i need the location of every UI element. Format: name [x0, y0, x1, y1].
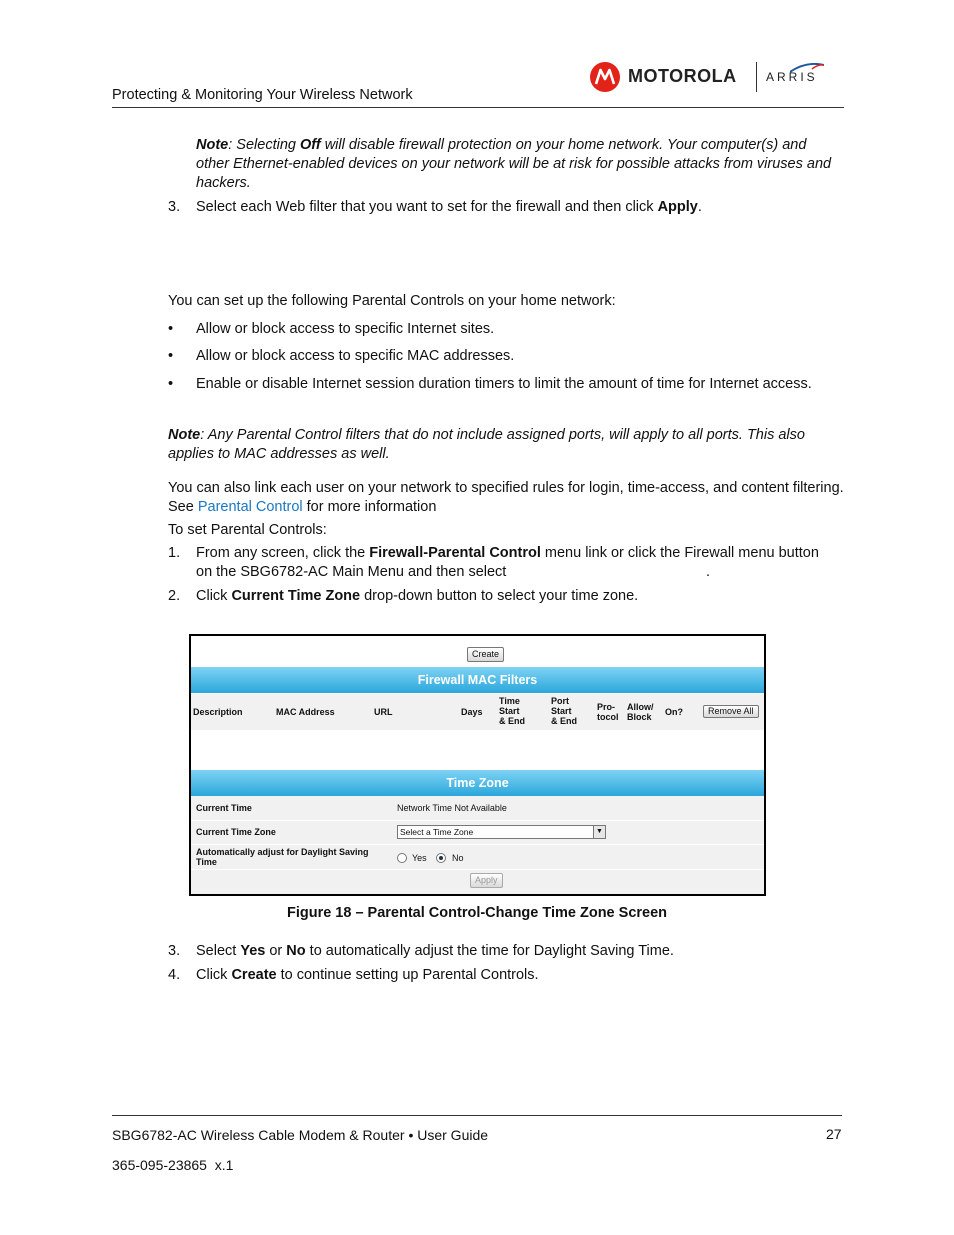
step-web-filter [196, 198, 846, 217]
col-protocol: Pro- tocol [597, 702, 619, 722]
time-zone-row [191, 821, 764, 845]
col-port: Port Start & End [551, 696, 577, 726]
step-number: 2. [168, 588, 181, 604]
step-number: 4. [168, 967, 181, 983]
motorola-logo-icon [590, 62, 620, 92]
step-text: Click [196, 967, 232, 983]
dst-row [191, 845, 764, 870]
step-bold: No [286, 943, 306, 959]
parental-control-link[interactable]: Parental Control [197, 499, 303, 515]
dst-no-label: No [452, 853, 464, 863]
apply-row [191, 870, 764, 895]
chevron-down-icon[interactable]: ▼ [593, 826, 605, 838]
bullet-icon: • [168, 348, 174, 364]
step-text: From any screen, click the [196, 545, 370, 561]
time-zone-select[interactable] [397, 825, 606, 839]
dst-no-radio[interactable] [436, 853, 446, 863]
note-label: Note [168, 427, 201, 443]
note-text: : Any Parental Control filters that do not include assigned ports, will apply to all ports. This also applies to MAC addresses as well. [168, 427, 805, 462]
step-text: Select each Web filter that you want to set for the firewall and then click [196, 199, 658, 215]
col-days: Days [461, 707, 483, 717]
step-text: Select [196, 943, 241, 959]
link-paragraph [168, 479, 848, 517]
col-allow-block: Allow/ Block [627, 702, 654, 722]
step-create [196, 966, 836, 985]
step-bold: Firewall-Parental Control [369, 545, 541, 561]
time-zone-label: Current Time Zone [196, 827, 276, 837]
col-mac-address: MAC Address [276, 707, 335, 717]
to-set-heading: To set Parental Controls: [168, 522, 327, 538]
step-number: 3. [168, 943, 181, 959]
note-text: will disable firewall protection on your home network. Your computer(s) and other Ethernet-enabled devices on your network will be at risk for possible attacks from viruses and hackers. [196, 137, 832, 191]
bullet-item: Enable or disable Internet session duration timers to limit the amount of time for Internet access. [196, 376, 812, 392]
col-url: URL [374, 707, 393, 717]
figure-caption: Figure 18 – Parental Control-Change Time Zone Screen [286, 905, 668, 921]
step-bold: Create [231, 967, 277, 983]
step-time-zone [196, 587, 836, 606]
current-time-value: Network Time Not Available [397, 803, 507, 813]
step-dst [196, 942, 836, 961]
dst-label: Automatically adjust for Daylight Saving Time [196, 847, 369, 867]
section-title: Protecting & Monitoring Your Wireless Network [112, 87, 413, 103]
note-label: Note [196, 137, 229, 153]
bullet-item: Allow or block access to specific Internet sites. [196, 321, 495, 337]
step-end-period: . [706, 564, 711, 580]
step-text: Click [196, 588, 232, 604]
paragraph-text: You can also link each user on your network to specified rules for login, time-access, and content filtering. See [168, 480, 844, 515]
step-bold: Current Time Zone [231, 588, 361, 604]
step-text: menu link or click the Firewall menu button on the SBG6782-AC Main Menu and then select [196, 545, 819, 580]
time-zone-select-value: Select a Time Zone [400, 827, 474, 837]
step-text: . [697, 199, 702, 215]
bullet-icon: • [168, 376, 174, 392]
mac-filters-columns [191, 694, 764, 731]
dst-yes-radio[interactable] [397, 853, 407, 863]
time-zone-header: Time Zone [191, 770, 764, 796]
apply-button[interactable]: Apply [470, 873, 503, 888]
note-bold: Off [299, 137, 321, 153]
step-bold: Apply [657, 199, 698, 215]
parental-control-screenshot [189, 634, 766, 896]
step-text: to automatically adjust the time for Daylight Saving Time. [305, 943, 674, 959]
step-text: or [265, 943, 287, 959]
step-number: 3. [168, 199, 181, 215]
dst-yes-label: Yes [412, 853, 427, 863]
note-parental-ports [168, 426, 838, 464]
step-bold: Yes [240, 943, 266, 959]
document-id: 365-095-23865 x.1 [112, 1157, 234, 1173]
paragraph-text: for more information [302, 499, 437, 515]
intro-text: You can set up the following Parental Controls on your home network: [168, 293, 616, 309]
create-button[interactable]: Create [467, 647, 504, 662]
col-description: Description [193, 707, 243, 717]
header-rule [112, 107, 844, 108]
step-text: to continue setting up Parental Controls. [276, 967, 539, 983]
page-number: 27 [826, 1126, 842, 1142]
step-number: 1. [168, 545, 181, 561]
footer-rule [112, 1115, 842, 1116]
current-time-label: Current Time [196, 803, 252, 813]
col-time: Time Start & End [499, 696, 525, 726]
note-firewall-off [196, 136, 841, 193]
note-text: : Selecting [228, 137, 300, 153]
arris-logo-text: ARRIS [766, 70, 818, 84]
mac-filters-header: Firewall MAC Filters [191, 667, 764, 693]
current-time-row [191, 796, 764, 821]
bullet-icon: • [168, 321, 174, 337]
motorola-logo-text: MOTOROLA [628, 66, 737, 86]
logo-divider [756, 62, 757, 92]
bullet-item: Allow or block access to specific MAC addresses. [196, 348, 515, 364]
footer-title: SBG6782-AC Wireless Cable Modem & Router • User Guide [112, 1127, 489, 1143]
remove-all-button[interactable]: Remove All [703, 705, 759, 718]
step-text: drop-down button to select your time zone. [360, 588, 639, 604]
col-on: On? [665, 707, 683, 717]
step-open-parental [196, 544, 836, 582]
